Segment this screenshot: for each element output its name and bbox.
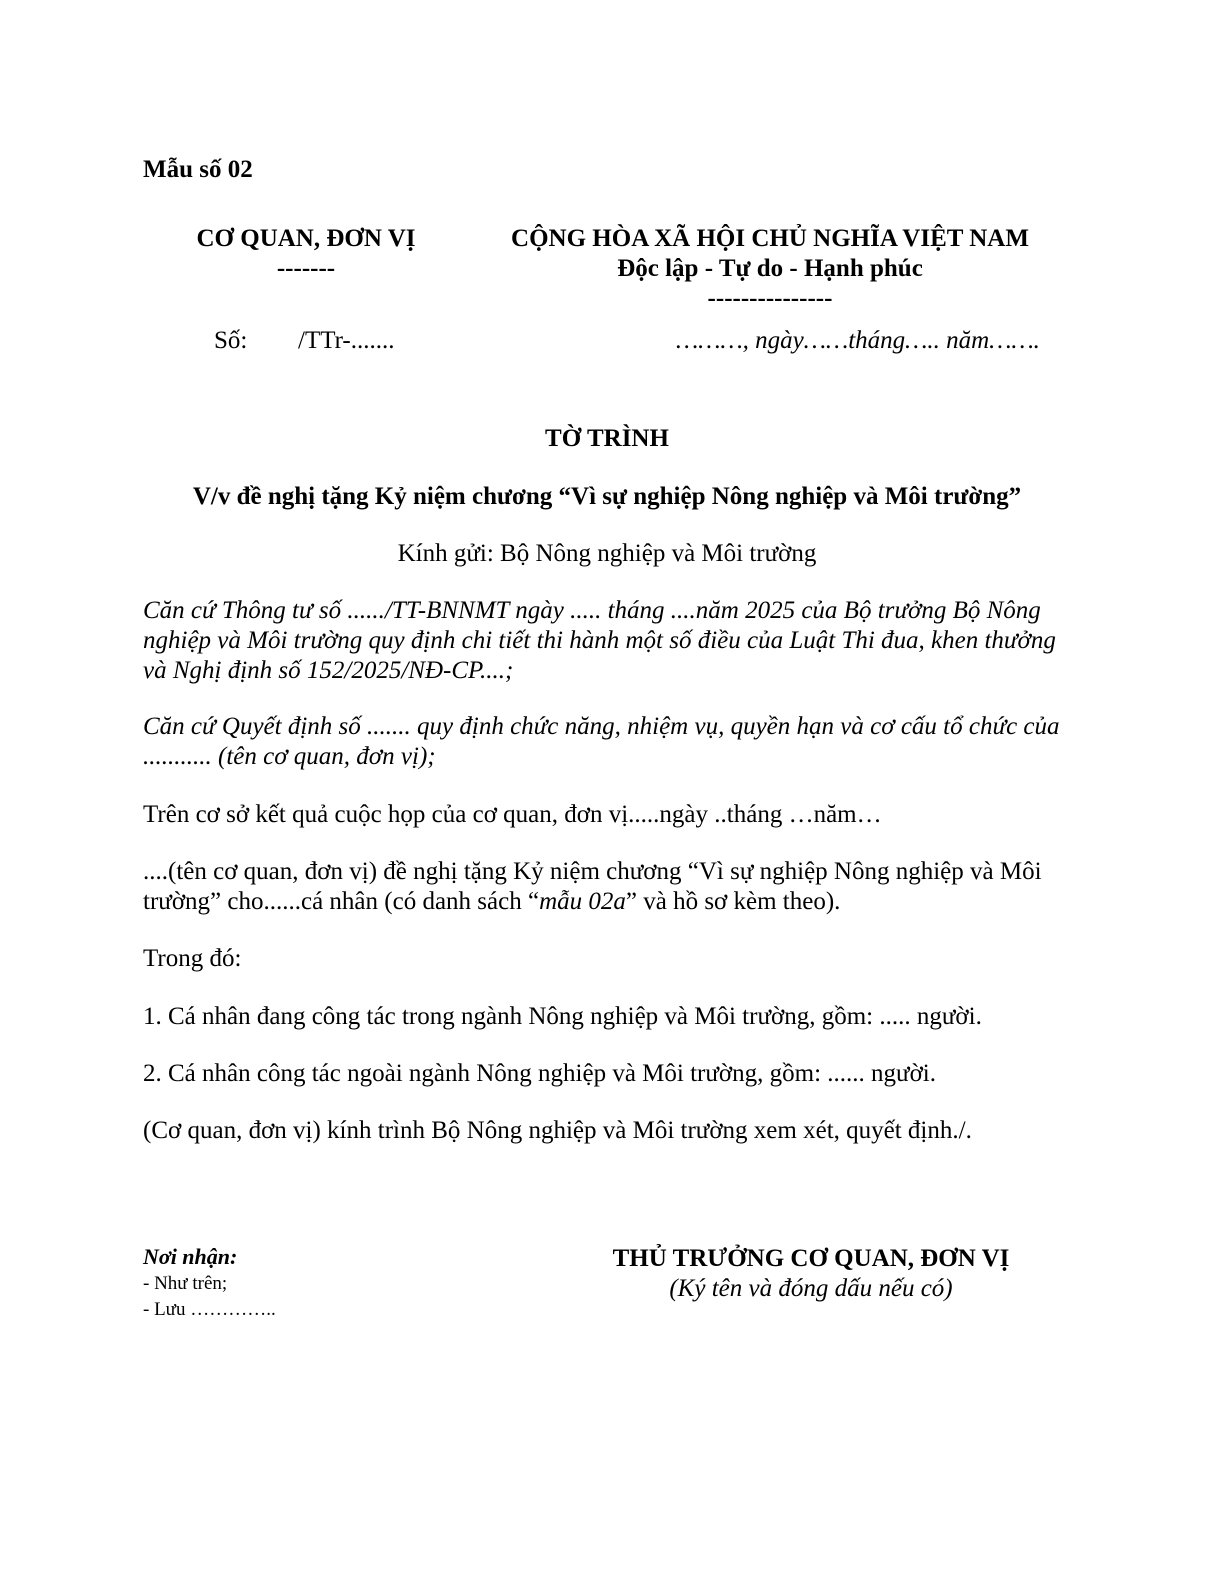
national-motto: Độc lập - Tự do - Hạnh phúc bbox=[617, 255, 923, 282]
legal-basis-paragraph: Căn cứ Thông tư số ....../TT-BNNMT ngày ..... tháng ....năm 2025 của Bộ trưởng Bộ Nông nghiệp và Môi trường quy định chi tiết thi hành một số điều của Luật Thi đua, khen thưởng và Nghị định số 152/2025/NĐ-CP....; bbox=[143, 597, 1056, 684]
legal-basis-paragraph: Căn cứ Quyết định số ....... quy định chức năng, nhiệm vụ, quyền hạn và cơ cấu tổ chức của ........... (tên cơ quan, đơn vị); bbox=[143, 713, 1060, 770]
issuing-org-header bbox=[150, 224, 462, 284]
country-name: CỘNG HÒA XÃ HỘI CHỦ NGHĨA VIỆT NAM bbox=[511, 225, 1029, 252]
recipients-item: - Như trên; bbox=[143, 1273, 228, 1294]
form-number: Mẫu số 02 bbox=[143, 156, 253, 183]
national-rule: --------------- bbox=[707, 285, 833, 312]
recipients-block bbox=[143, 1243, 276, 1323]
recipients-title: Nơi nhận: bbox=[143, 1244, 238, 1269]
document-number-value: /TTr-....... bbox=[298, 327, 395, 354]
recipients-item: - Lưu ………….. bbox=[143, 1299, 276, 1320]
breakdown-item: 1. Cá nhân đang công tác trong ngành Nông nghiệp và Môi trường, gồm: ..... người. bbox=[143, 1003, 982, 1030]
issuing-org-name: CƠ QUAN, ĐƠN VỊ bbox=[196, 225, 416, 252]
issuing-org-rule: ------- bbox=[276, 255, 336, 282]
signature-note: (Ký tên và đóng dấu nếu có) bbox=[669, 1275, 953, 1302]
date-line: ………, ngày……tháng….. năm……. bbox=[676, 327, 1040, 354]
document-type-title: TỜ TRÌNH bbox=[545, 425, 669, 452]
proposal-paragraph bbox=[143, 857, 1078, 917]
proposal-form-reference: mẫu 02a bbox=[539, 888, 626, 915]
closing-paragraph: (Cơ quan, đơn vị) kính trình Bộ Nông nghiệp và Môi trường xem xét, quyết định./. bbox=[143, 1117, 972, 1144]
signature-block bbox=[600, 1244, 1022, 1304]
document-subject: V/v đề nghị tặng Kỷ niệm chương “Vì sự nghiệp Nông nghiệp và Môi trường” bbox=[192, 483, 1022, 510]
proposal-text-end: ” và hồ sơ kèm theo). bbox=[625, 888, 841, 915]
document-number bbox=[214, 326, 395, 356]
document-number-label: Số: bbox=[214, 327, 248, 354]
breakdown-label: Trong đó: bbox=[143, 945, 242, 972]
signatory-title: THỦ TRƯỞNG CƠ QUAN, ĐƠN VỊ bbox=[612, 1245, 1010, 1272]
proposal-text: ....(tên cơ quan, đơn vị) đề nghị tặng Kỷ niệm chương “Vì sự nghiệp Nông nghiệp và Môi trường” cho......cá nhân (có danh sách “ bbox=[143, 858, 1042, 915]
meeting-basis-paragraph: Trên cơ sở kết quả cuộc họp của cơ quan, đơn vị.....ngày ..tháng …năm… bbox=[143, 801, 882, 828]
national-header bbox=[480, 224, 1060, 314]
recipient-line: Kính gửi: Bộ Nông nghiệp và Môi trường bbox=[397, 540, 817, 567]
breakdown-item: 2. Cá nhân công tác ngoài ngành Nông nghiệp và Môi trường, gồm: ...... người. bbox=[143, 1060, 937, 1087]
